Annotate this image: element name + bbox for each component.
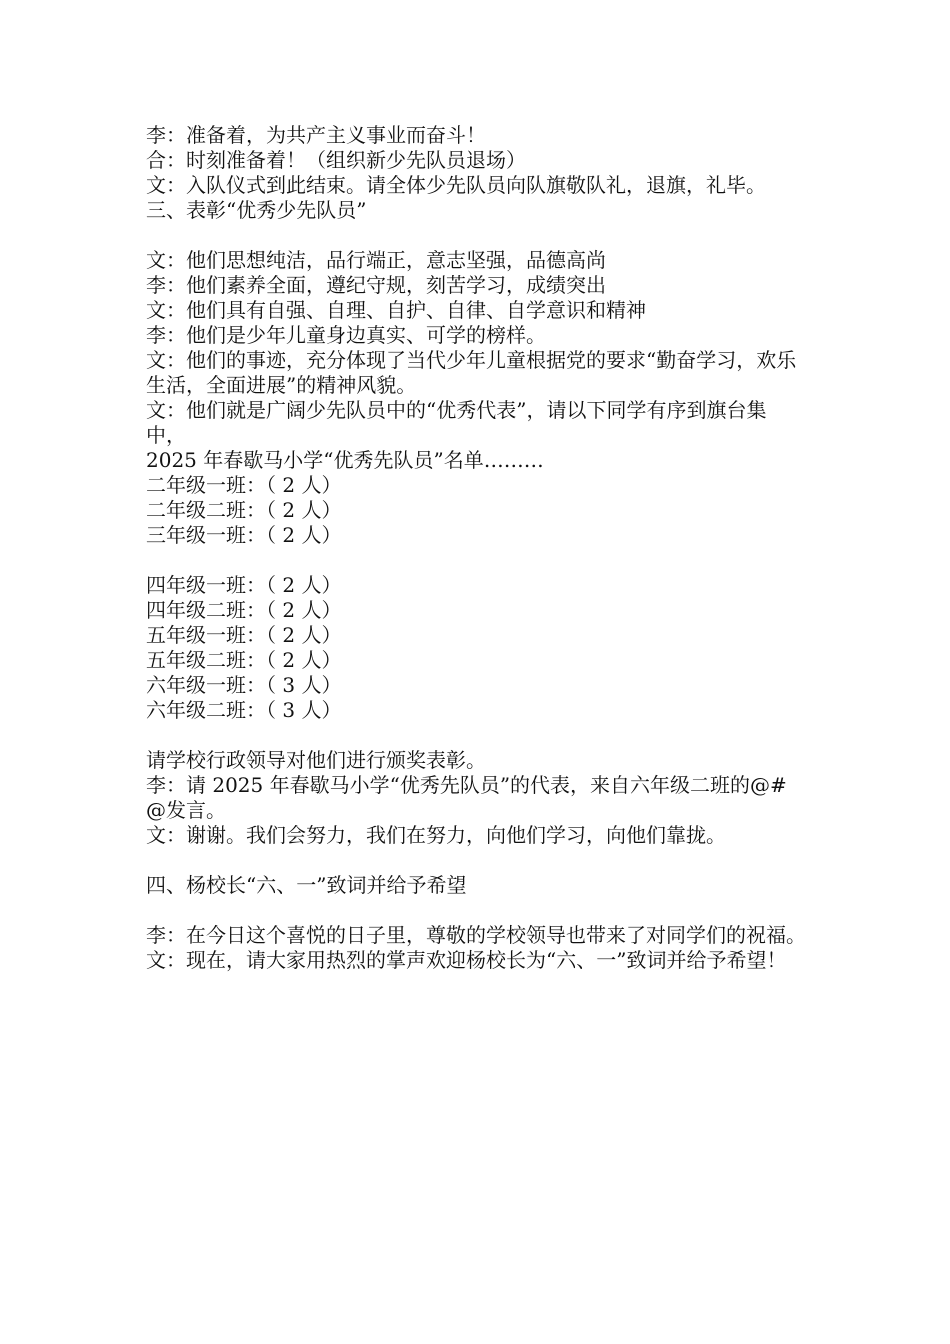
list-item: 二年级二班：（ 2 人） bbox=[146, 498, 342, 522]
text-line: 文：谢谢。我们会努力，我们在努力，向他们学习，向他们靠拢。 bbox=[146, 823, 726, 847]
blank-line bbox=[146, 898, 806, 923]
list-item: 五年级二班：（ 2 人） bbox=[146, 648, 342, 672]
text-line: 文：他们具有自强、自理、自护、自律、自学意识和精神 bbox=[146, 298, 646, 322]
text-line: 李：准备着，为共产主义事业而奋斗！ bbox=[146, 123, 486, 147]
text-line: 文：他们思想纯洁，品行端正，意志坚强，品德高尚 bbox=[146, 248, 606, 272]
blank-line bbox=[146, 848, 806, 873]
text-line: 文：他们的事迹，充分体现了当代少年儿童根据党的要求“勤奋学习，欢乐生活，全面进展”的精神风貌。 bbox=[146, 348, 797, 397]
text-line: 李：他们素养全面，遵纪守规，刻苦学习，成绩突出 bbox=[146, 273, 606, 297]
text-line: 李：在今日这个喜悦的日子里，尊敬的学校领导也带来了对同学们的祝福。 bbox=[146, 923, 806, 947]
list-item: 四年级二班：（ 2 人） bbox=[146, 598, 342, 622]
text-line: 请学校行政领导对他们进行颁奖表彰。 bbox=[146, 748, 486, 772]
text-line: 文：入队仪式到此结束。请全体少先队员向队旗敬队礼，退旗，礼毕。 bbox=[146, 173, 766, 197]
text-line: 李：请 2025 年春歇马小学“优秀先队员”的代表，来自六年级二班的@#@发言。 bbox=[146, 773, 787, 822]
document-page bbox=[146, 123, 806, 973]
section-heading: 四、杨校长“六、一”致词并给予希望 bbox=[146, 873, 467, 897]
blank-line bbox=[146, 723, 806, 748]
section-heading: 三、表彰“优秀少先队员” bbox=[146, 198, 367, 222]
blank-line bbox=[146, 223, 806, 248]
text-line: 文：他们就是广阔少先队员中的“优秀代表”，请以下同学有序到旗台集中， bbox=[146, 398, 767, 447]
blank-line bbox=[146, 548, 806, 573]
text-line: 文：现在，请大家用热烈的掌声欢迎杨校长为“六、一”致词并给予希望！ bbox=[146, 948, 787, 972]
list-title: 2025 年春歇马小学“优秀先队员”名单……… bbox=[146, 448, 544, 472]
list-item: 二年级一班：（ 2 人） bbox=[146, 473, 342, 497]
list-item: 六年级一班：（ 3 人） bbox=[146, 673, 342, 697]
list-item: 五年级一班：（ 2 人） bbox=[146, 623, 342, 647]
text-line: 李：他们是少年儿童身边真实、可学的榜样。 bbox=[146, 323, 546, 347]
text-line: 合：时刻准备着！（组织新少先队员退场） bbox=[146, 148, 526, 172]
list-item: 四年级一班：（ 2 人） bbox=[146, 573, 342, 597]
list-item: 三年级一班：（ 2 人） bbox=[146, 523, 342, 547]
list-item: 六年级二班：（ 3 人） bbox=[146, 698, 342, 722]
